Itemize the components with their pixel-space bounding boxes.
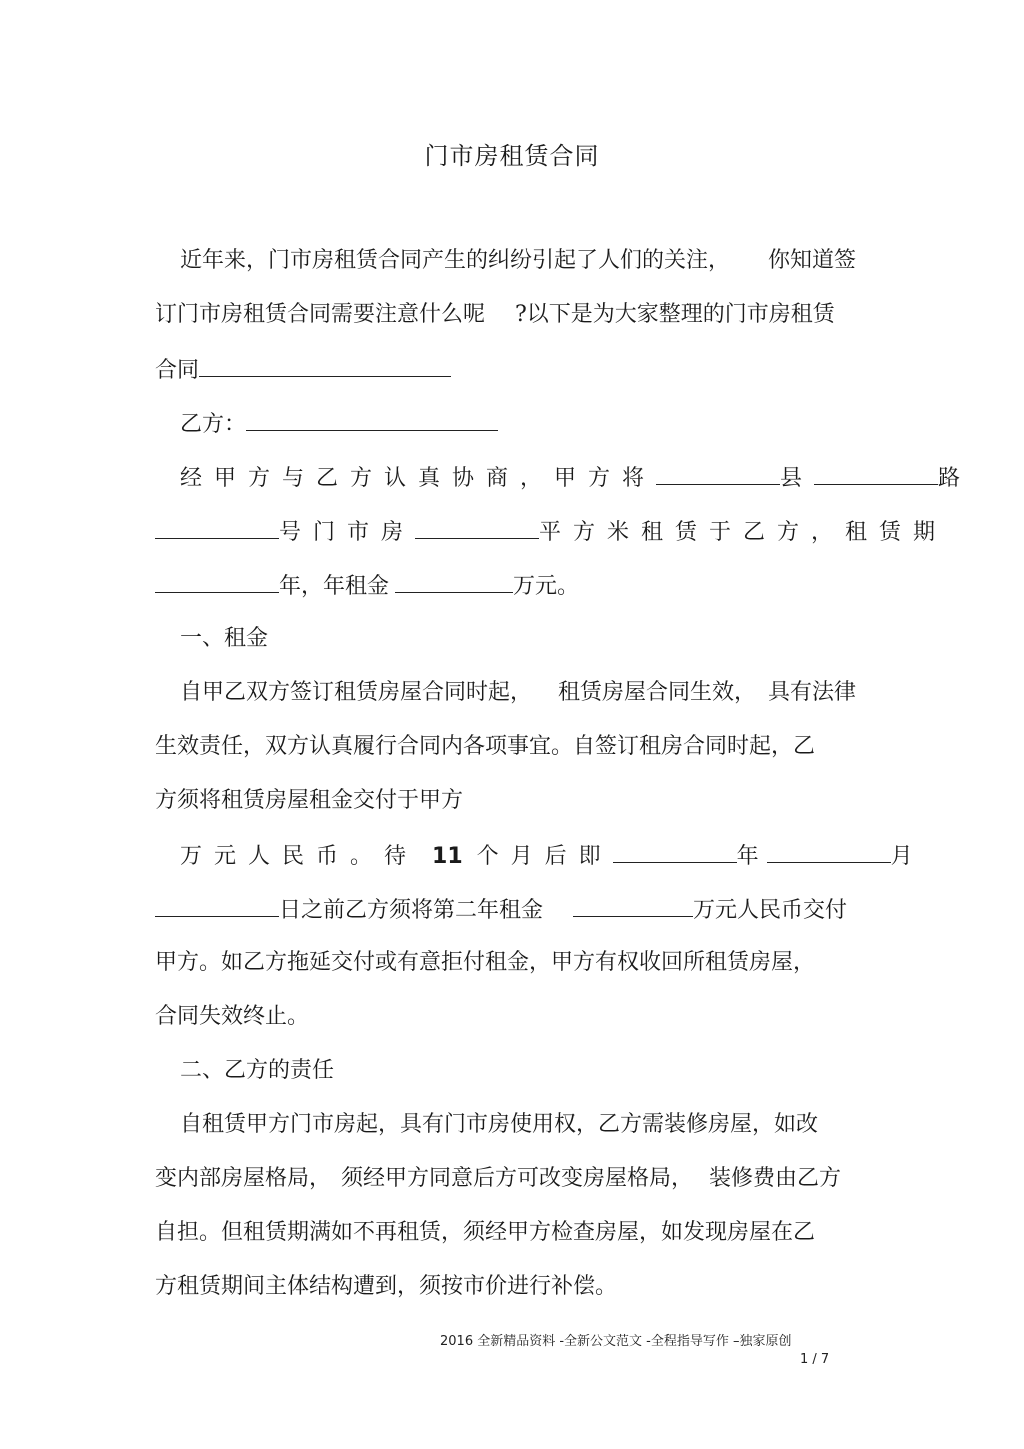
blank-field	[155, 570, 279, 593]
lease-line-1	[180, 462, 972, 494]
section-text: 自甲乙双方签订租赁房屋合同时起，	[180, 680, 533, 705]
section-1-line-5	[155, 894, 847, 926]
intro-text: 你知道签	[768, 248, 857, 273]
blank-field	[199, 354, 451, 377]
lease-text: 万元。	[513, 574, 580, 599]
intro-line-3	[155, 354, 451, 386]
lease-line-3	[155, 570, 579, 602]
section-text: 装修费由乙方	[709, 1166, 842, 1191]
section-1-line-7: 合同失效终止。	[155, 1004, 310, 1029]
blank-field	[155, 894, 279, 917]
section-text: 租赁房屋合同生效，	[558, 680, 757, 705]
footer-text: 2016 全新精品资料 -全新公文范文 -全程指导写作 –独家原创	[440, 1334, 792, 1349]
blank-field	[415, 516, 539, 539]
blank-field	[656, 462, 780, 485]
section-text: 月	[890, 844, 913, 869]
section-text: 年	[736, 844, 759, 869]
intro-text: 合同	[155, 358, 200, 383]
section-text: 具有法律	[768, 680, 857, 705]
intro-text: 订门市房租赁合同需要注意什么呢	[155, 302, 486, 327]
section-1-line-2: 生效责任，双方认真履行合同内各项事宜。自签订租房合同时起，乙	[155, 734, 816, 759]
blank-field	[395, 570, 513, 593]
lease-text: 县	[780, 466, 815, 491]
lease-line-2	[155, 516, 947, 548]
document-title: 门市房租赁合同	[424, 142, 600, 170]
section-1-line-6: 甲方。如乙方拖延交付或有意拒付租金，甲方有权收回所租赁房屋，	[155, 950, 816, 975]
section-1-line-4	[180, 840, 913, 872]
blank-field	[155, 516, 279, 539]
lease-text: 经甲方与乙方认真协商，甲方将	[180, 466, 657, 491]
blank-field	[814, 462, 938, 485]
intro-text: 近年来，门市房租赁合同产生的纠纷引起了人们的关注，	[180, 248, 731, 273]
month-count: 11	[432, 844, 463, 869]
section-2-line-4: 方租赁期间主体结构遭到，须按市价进行补偿。	[155, 1274, 618, 1299]
section-2-line-2	[155, 1164, 841, 1194]
section-1-heading: 一、租金	[180, 626, 269, 651]
section-text: 须经甲方同意后方可改变房屋格局，	[341, 1166, 694, 1191]
section-text: 个月后即	[476, 844, 613, 869]
intro-text: ?以下是为大家整理的门市房租赁	[515, 302, 835, 327]
section-2-line-3: 自担。但租赁期满如不再租赁，须经甲方检查房屋，如发现房屋在乙	[155, 1220, 816, 1245]
section-1-line-1	[180, 678, 856, 708]
blank-field	[573, 894, 693, 917]
blank-field	[613, 840, 737, 863]
lease-text: 年，年租金	[279, 574, 390, 599]
section-2-line-1: 自租赁甲方门市房起，具有门市房使用权，乙方需装修房屋，如改	[180, 1112, 819, 1137]
party-b-label: 乙方：	[180, 412, 247, 437]
blank-field	[767, 840, 891, 863]
party-b-line	[180, 408, 498, 440]
lease-text: 号门市房	[279, 520, 416, 545]
section-text: 万元人民币。待	[180, 844, 419, 869]
page-number: 1 / 7	[800, 1352, 830, 1367]
blank-field	[246, 408, 498, 431]
lease-text: 平方米租赁于乙方，租赁期	[539, 520, 948, 545]
intro-line-2	[155, 300, 835, 330]
section-text: 变内部房屋格局，	[155, 1166, 332, 1191]
section-text: 日之前乙方须将第二年租金	[279, 898, 544, 923]
section-1-line-3: 方须将租赁房屋租金交付于甲方	[155, 788, 464, 813]
intro-line-1	[180, 246, 856, 276]
section-text: 万元人民币交付	[693, 898, 848, 923]
section-2-heading: 二、乙方的责任	[180, 1058, 335, 1083]
lease-text: 路	[938, 466, 973, 491]
